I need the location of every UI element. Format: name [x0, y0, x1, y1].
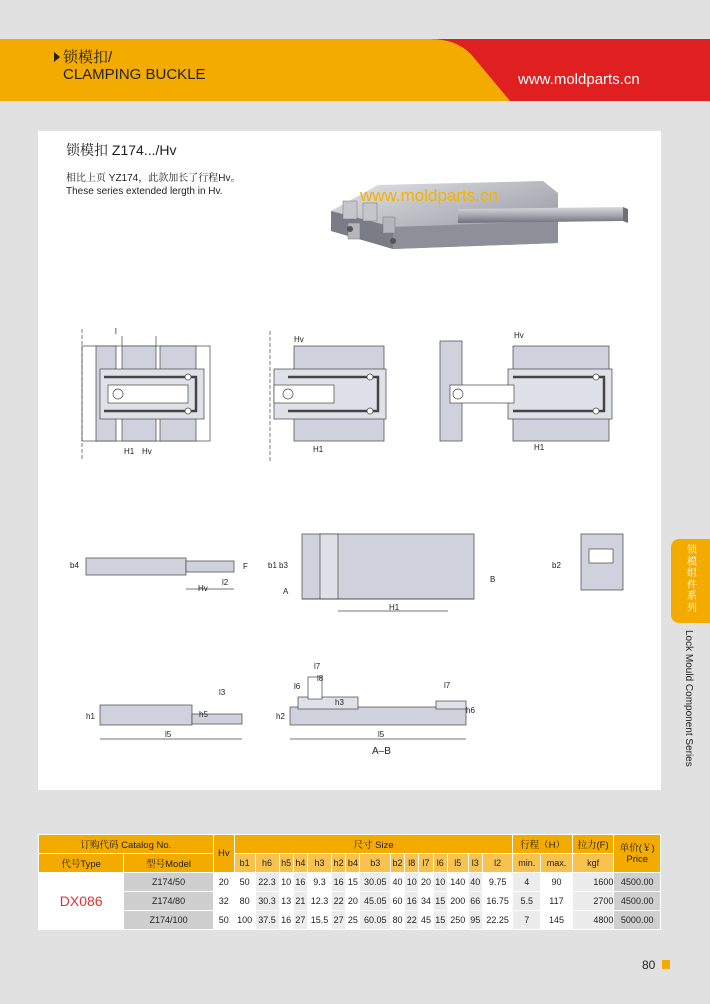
val-l2: 22.25 — [482, 911, 512, 930]
val-b1: 80 — [234, 892, 255, 911]
val-max: 90 — [541, 873, 573, 892]
val-l8: 10 — [405, 873, 419, 892]
val-h5: 13 — [279, 892, 293, 911]
section-view — [290, 677, 466, 739]
page-title-en: CLAMPING BUCKLE — [63, 66, 206, 83]
table-header-row-1 — [39, 835, 661, 854]
val-min: 4 — [513, 873, 541, 892]
page-number: 80 — [642, 958, 656, 972]
dim-l5-a: l5 — [165, 730, 172, 739]
dim-h2: h2 — [276, 712, 285, 721]
dim-l7-b: l7 — [444, 681, 451, 690]
val-max: 117 — [541, 892, 573, 911]
th-col-l3: l3 — [468, 854, 482, 873]
val-b4: 25 — [346, 911, 360, 930]
val-l8: 16 — [405, 892, 419, 911]
page-title — [63, 49, 206, 83]
val-l6: 15 — [433, 892, 447, 911]
table-row — [39, 911, 661, 930]
dim-hv-a: Hv — [142, 447, 152, 456]
model-cell: Z174/80 — [124, 892, 213, 911]
th-min: min. — [513, 854, 541, 873]
dim-l7-a: l7 — [314, 662, 321, 671]
th-type: 代号Type — [39, 854, 124, 873]
dim-l: l — [115, 327, 117, 336]
dim-b1: b1 — [268, 561, 277, 570]
dim-hv-c: Hv — [514, 331, 524, 340]
val-h4: 27 — [293, 911, 307, 930]
val-l8: 22 — [405, 911, 419, 930]
val-h6: 22.3 — [255, 873, 279, 892]
val-min: 5.5 — [513, 892, 541, 911]
val-l5: 140 — [447, 873, 468, 892]
top-view-2 — [270, 331, 386, 461]
model-cell: Z174/100 — [124, 911, 213, 930]
val-l6: 10 — [433, 873, 447, 892]
th-col-l8: l8 — [405, 854, 419, 873]
val-b3: 60.05 — [360, 911, 390, 930]
dim-hv-d: Hv — [198, 584, 208, 593]
type-code: DX086 — [39, 873, 124, 930]
dim-h3: h3 — [335, 698, 344, 707]
val-b4: 15 — [346, 873, 360, 892]
th-col-b4: b4 — [346, 854, 360, 873]
dim-h6: h6 — [466, 706, 475, 715]
val-h2: 22 — [331, 892, 345, 911]
dim-l3: l3 — [219, 688, 226, 697]
end-view — [581, 534, 623, 590]
dim-h5: h5 — [199, 710, 208, 719]
th-col-b2: b2 — [390, 854, 404, 873]
dim-h1-a: H1 — [124, 447, 135, 456]
spec-table — [38, 834, 661, 930]
val-b3: 45.05 — [360, 892, 390, 911]
dim-l6: l6 — [294, 682, 301, 691]
th-col-h3: h3 — [308, 854, 332, 873]
side-tab-zh: 锁模组件系列 — [687, 545, 697, 614]
val-l7: 45 — [419, 911, 433, 930]
section-label: A–B — [372, 746, 391, 757]
card-title: 锁模扣 Z174.../Hv — [66, 142, 177, 158]
val-l2: 16.75 — [482, 892, 512, 911]
th-hv: Hv — [213, 835, 234, 873]
hv-cell: 32 — [213, 892, 234, 911]
th-col-h4: h4 — [293, 854, 307, 873]
plan-view — [302, 534, 474, 611]
dim-b2: b2 — [552, 561, 561, 570]
th-kgf: kgf — [572, 854, 614, 873]
top-view-3 — [440, 341, 612, 441]
val-h2: 16 — [331, 873, 345, 892]
th-col-l7: l7 — [419, 854, 433, 873]
dim-b: B — [490, 575, 496, 584]
side-view-bar — [86, 558, 234, 589]
th-col-h6: h6 — [255, 854, 279, 873]
dim-h1-b: H1 — [313, 445, 324, 454]
th-col-l5: l5 — [447, 854, 468, 873]
th-col-l2: l2 — [482, 854, 512, 873]
dim-h1-side: h1 — [86, 712, 95, 721]
val-kgf: 2700 — [572, 892, 614, 911]
val-l7: 20 — [419, 873, 433, 892]
dim-l2: l2 — [222, 578, 229, 587]
val-b2: 80 — [390, 911, 404, 930]
val-h6: 30.3 — [255, 892, 279, 911]
page-title-zh: 锁模扣/ — [63, 49, 113, 66]
th-size: 尺寸 Size — [234, 835, 513, 854]
table-row — [39, 892, 661, 911]
th-col-b1: b1 — [234, 854, 255, 873]
th-max: max. — [541, 854, 573, 873]
val-h3: 12.3 — [308, 892, 332, 911]
hv-cell: 20 — [213, 873, 234, 892]
val-h6: 37.5 — [255, 911, 279, 930]
th-col-h5: h5 — [279, 854, 293, 873]
side-tab-en: Lock Mould Component Series — [683, 630, 694, 767]
val-price: 4500.00 — [614, 892, 661, 911]
dim-l8: l8 — [317, 674, 324, 683]
val-kgf: 4800 — [572, 911, 614, 930]
description-zh: 相比上页 YZ174，此款加长了行程Hv。 — [66, 173, 241, 184]
dim-hv-b: Hv — [294, 335, 304, 344]
val-l3: 66 — [468, 892, 482, 911]
watermark: www.moldparts.cn — [360, 186, 498, 205]
val-b4: 20 — [346, 892, 360, 911]
page-marker — [662, 960, 670, 969]
header-url[interactable]: www.moldparts.cn — [518, 71, 640, 88]
hv-cell: 50 — [213, 911, 234, 930]
val-h5: 10 — [279, 873, 293, 892]
dim-l5-b: l5 — [378, 730, 385, 739]
val-price: 5000.00 — [614, 911, 661, 930]
val-l5: 250 — [447, 911, 468, 930]
val-l5: 200 — [447, 892, 468, 911]
top-view-1 — [82, 329, 210, 461]
th-col-b3: b3 — [360, 854, 390, 873]
th-model: 型号Model — [124, 854, 213, 873]
model-cell: Z174/50 — [124, 873, 213, 892]
val-l7: 34 — [419, 892, 433, 911]
th-price — [614, 835, 661, 873]
dim-b3: b3 — [279, 561, 288, 570]
val-l2: 9.75 — [482, 873, 512, 892]
th-col-h2: h2 — [331, 854, 345, 873]
val-max: 145 — [541, 911, 573, 930]
val-h5: 16 — [279, 911, 293, 930]
val-b2: 40 — [390, 873, 404, 892]
table-row — [39, 873, 661, 892]
val-h4: 21 — [293, 892, 307, 911]
dim-h1-d: H1 — [389, 603, 400, 612]
val-b1: 100 — [234, 911, 255, 930]
th-stroke: 行程（H） — [513, 835, 572, 854]
val-h2: 27 — [331, 911, 345, 930]
dim-b4: b4 — [70, 561, 79, 570]
th-col-l6: l6 — [433, 854, 447, 873]
val-kgf: 1600 — [572, 873, 614, 892]
val-price: 4500.00 — [614, 873, 661, 892]
th-catalog: 订购代码 Catalog No. — [39, 835, 214, 854]
th-force: 拉力(F) — [572, 835, 614, 854]
val-b2: 60 — [390, 892, 404, 911]
th-price-en: Price — [626, 853, 649, 865]
th-price-zh: 单价(￥) — [619, 842, 655, 854]
table-header-row-2 — [39, 854, 661, 873]
dim-a: A — [283, 587, 289, 596]
dim-f: F — [243, 562, 248, 571]
description-en: These series extended lergth in Hv. — [66, 186, 223, 197]
val-b3: 30.05 — [360, 873, 390, 892]
technical-drawings — [38, 131, 661, 790]
val-l6: 15 — [433, 911, 447, 930]
val-l3: 95 — [468, 911, 482, 930]
val-h3: 15.5 — [308, 911, 332, 930]
val-b1: 50 — [234, 873, 255, 892]
bottom-side-view — [100, 705, 242, 739]
val-min: 7 — [513, 911, 541, 930]
val-h3: 9.3 — [308, 873, 332, 892]
triangle-bullet-icon — [54, 52, 60, 62]
val-h4: 16 — [293, 873, 307, 892]
dim-h1-c: H1 — [534, 443, 545, 452]
val-l3: 40 — [468, 873, 482, 892]
